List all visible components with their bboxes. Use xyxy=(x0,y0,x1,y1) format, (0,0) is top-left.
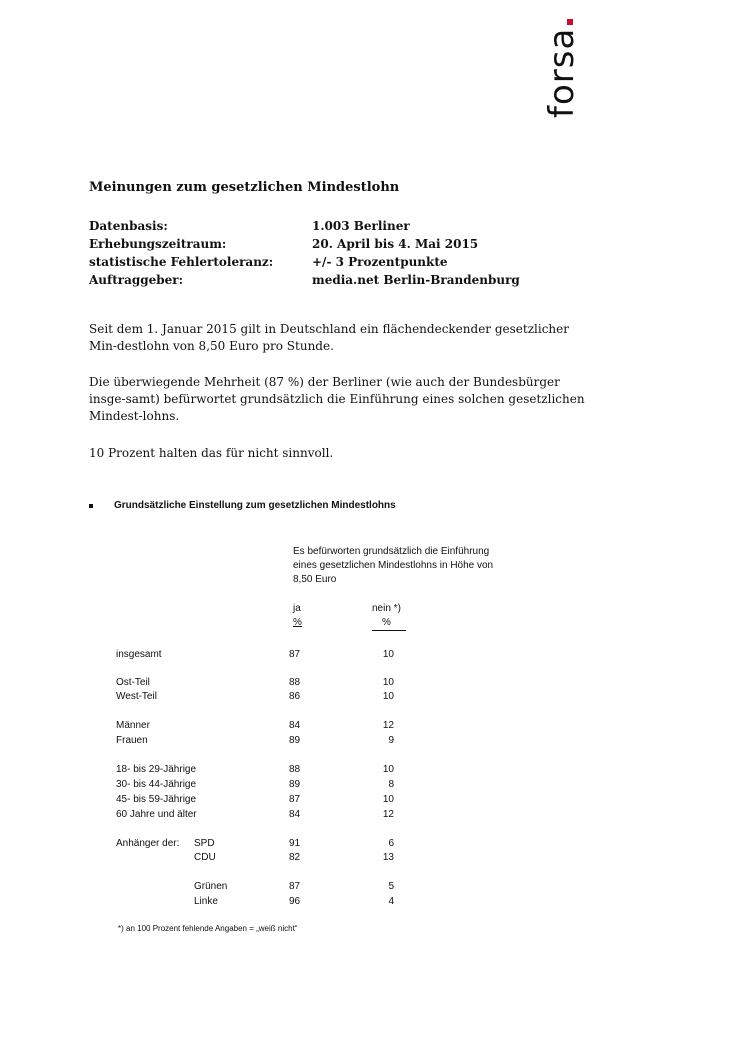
meta-label: statistische Fehlertoleranz: xyxy=(89,255,274,269)
row-ja: 89 xyxy=(289,779,301,790)
meta-row-auftraggeber xyxy=(89,271,520,289)
column-ja-unit: % xyxy=(293,617,302,628)
row-nein: 12 xyxy=(382,809,394,820)
question-text: Es befürworten grundsätzlich die Einführung eines gesetzlichen Mindestlohns in Höhe von 8,50 Euro xyxy=(293,546,494,585)
row-label: 18- bis 29-Jährige xyxy=(116,764,197,775)
row-ja: 96 xyxy=(289,896,301,907)
column-nein-unit: % xyxy=(372,616,406,631)
bullet-icon xyxy=(89,504,93,508)
row-nein: 5 xyxy=(388,881,394,892)
row-nein: 10 xyxy=(382,691,394,702)
survey-metadata xyxy=(89,217,520,289)
logo-dot xyxy=(567,19,573,25)
column-ja-label: ja xyxy=(293,603,301,614)
row-sublabel: SPD xyxy=(194,838,215,849)
row-ja: 89 xyxy=(289,735,301,746)
meta-value: 20. April bis 4. Mai 2015 xyxy=(312,237,479,251)
row-nein: 9 xyxy=(388,735,394,746)
row-nein: 10 xyxy=(382,794,394,805)
section-title: Grundsätzliche Einstellung zum gesetzlichen Mindestlohns xyxy=(114,500,396,511)
row-sublabel: Linke xyxy=(194,896,218,907)
row-nein: 10 xyxy=(382,677,394,688)
section-heading xyxy=(89,500,396,511)
row-sublabel: Grünen xyxy=(194,881,228,892)
meta-label: Datenbasis: xyxy=(89,219,168,233)
forsa-logo xyxy=(542,19,582,118)
row-nein: 6 xyxy=(388,838,394,849)
row-ja: 88 xyxy=(289,677,301,688)
row-label: Ost-Teil xyxy=(116,677,150,688)
column-nein-label: nein *) xyxy=(372,603,401,614)
column-nein xyxy=(372,602,406,631)
column-ja xyxy=(293,602,302,630)
meta-row-datenbasis xyxy=(89,217,520,235)
meta-label: Auftraggeber: xyxy=(89,273,184,287)
row-nein: 10 xyxy=(382,764,394,775)
row-label: West-Teil xyxy=(116,691,157,702)
meta-value: 1.003 Berliner xyxy=(312,219,410,233)
row-ja: 88 xyxy=(289,764,301,775)
meta-value: +/- 3 Prozentpunkte xyxy=(312,255,448,269)
footnote: *) an 100 Prozent fehlende Angaben = „weiß nicht“ xyxy=(118,924,298,933)
row-label: Anhänger der: xyxy=(116,838,180,849)
page-title: Meinungen zum gesetzlichen Mindestlohn xyxy=(89,180,400,195)
row-ja: 82 xyxy=(289,852,301,863)
meta-label: Erhebungszeitraum: xyxy=(89,237,227,251)
paragraph-majority: Die überwiegende Mehrheit (87 %) der Berliner (wie auch der Bundesbürger insge-samt) befürwortet grundsätzlich die Einführung eines solchen gesetzlichen Mindest-lohns. xyxy=(89,375,585,423)
paragraph-minority: 10 Prozent halten das für nicht sinnvoll. xyxy=(89,446,334,460)
meta-row-erhebungszeitraum xyxy=(89,235,520,253)
row-ja: 87 xyxy=(289,649,301,660)
row-ja: 86 xyxy=(289,691,301,702)
meta-row-fehlertoleranz xyxy=(89,253,520,271)
row-nein: 10 xyxy=(382,649,394,660)
row-sublabel: CDU xyxy=(194,852,216,863)
row-label: 45- bis 59-Jährige xyxy=(116,794,197,805)
row-label: insgesamt xyxy=(116,649,162,660)
row-ja: 84 xyxy=(289,809,301,820)
row-ja: 84 xyxy=(289,720,301,731)
row-nein: 12 xyxy=(382,720,394,731)
row-nein: 13 xyxy=(382,852,394,863)
row-label: Männer xyxy=(116,720,150,731)
row-label: 60 Jahre und älter xyxy=(116,809,197,820)
row-ja: 87 xyxy=(289,881,301,892)
row-ja: 87 xyxy=(289,794,301,805)
row-ja: 91 xyxy=(289,838,301,849)
logo-text: forsa xyxy=(542,27,582,118)
row-nein: 4 xyxy=(388,896,394,907)
meta-value: media.net Berlin-Brandenburg xyxy=(312,273,520,287)
row-nein: 8 xyxy=(388,779,394,790)
paragraph-intro: Seit dem 1. Januar 2015 gilt in Deutschland ein flächendeckender gesetzlicher Min-destlohn von 8,50 Euro pro Stunde. xyxy=(89,322,569,353)
row-label: Frauen xyxy=(116,735,148,746)
row-label: 30- bis 44-Jährige xyxy=(116,779,197,790)
